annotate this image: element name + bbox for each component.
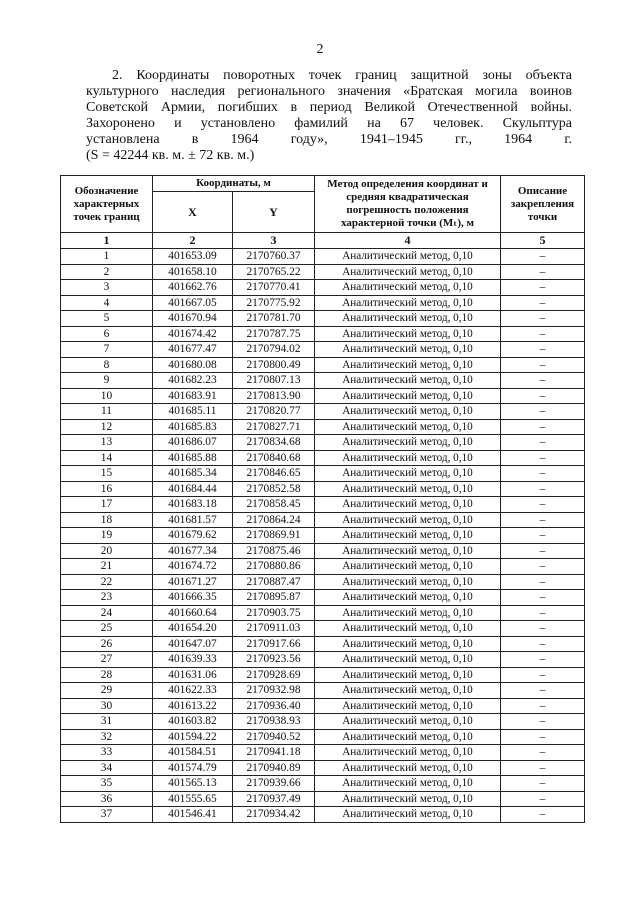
y-coordinate-cell: 2170852.58 <box>233 481 315 497</box>
point-number-cell: 37 <box>61 807 153 823</box>
method-cell: Аналитический метод, 0,10 <box>315 264 501 280</box>
y-coordinate-cell: 2170938.93 <box>233 714 315 730</box>
method-cell: Аналитический метод, 0,10 <box>315 621 501 637</box>
x-coordinate-cell: 401685.34 <box>153 466 233 482</box>
page-number: 2 <box>316 42 324 57</box>
x-coordinate-cell: 401546.41 <box>153 807 233 823</box>
column-number: 5 <box>501 233 585 249</box>
x-coordinate-cell: 401613.22 <box>153 698 233 714</box>
description-cell: – <box>501 342 585 358</box>
point-number-cell: 20 <box>61 543 153 559</box>
table-row <box>61 574 585 590</box>
description-cell: – <box>501 388 585 404</box>
y-coordinate-cell: 2170864.24 <box>233 512 315 528</box>
method-cell: Аналитический метод, 0,10 <box>315 729 501 745</box>
x-coordinate-cell: 401670.94 <box>153 311 233 327</box>
table-row <box>61 621 585 637</box>
y-coordinate-cell: 2170807.13 <box>233 373 315 389</box>
y-coordinate-cell: 2170939.66 <box>233 776 315 792</box>
x-coordinate-cell: 401674.42 <box>153 326 233 342</box>
y-coordinate-cell: 2170875.46 <box>233 543 315 559</box>
point-number-cell: 15 <box>61 466 153 482</box>
table-row <box>61 807 585 823</box>
method-cell: Аналитический метод, 0,10 <box>315 419 501 435</box>
x-coordinate-cell: 401631.06 <box>153 667 233 683</box>
y-coordinate-cell: 2170760.37 <box>233 249 315 265</box>
method-cell: Аналитический метод, 0,10 <box>315 450 501 466</box>
x-coordinate-cell: 401594.22 <box>153 729 233 745</box>
table-row <box>61 249 585 265</box>
method-cell: Аналитический метод, 0,10 <box>315 683 501 699</box>
header-point: Обозначение характерных точек границ <box>61 176 153 233</box>
x-coordinate-cell: 401662.76 <box>153 280 233 296</box>
y-coordinate-cell: 2170765.22 <box>233 264 315 280</box>
y-coordinate-cell: 2170820.77 <box>233 404 315 420</box>
description-cell: – <box>501 450 585 466</box>
table-row <box>61 497 585 513</box>
table-row <box>61 698 585 714</box>
table-row <box>61 652 585 668</box>
description-cell: – <box>501 404 585 420</box>
method-cell: Аналитический метод, 0,10 <box>315 667 501 683</box>
x-coordinate-cell: 401658.10 <box>153 264 233 280</box>
point-number-cell: 31 <box>61 714 153 730</box>
method-cell: Аналитический метод, 0,10 <box>315 357 501 373</box>
method-cell: Аналитический метод, 0,10 <box>315 373 501 389</box>
method-cell: Аналитический метод, 0,10 <box>315 326 501 342</box>
table-row <box>61 791 585 807</box>
y-coordinate-cell: 2170887.47 <box>233 574 315 590</box>
description-cell: – <box>501 683 585 699</box>
description-cell: – <box>501 745 585 761</box>
point-number-cell: 34 <box>61 760 153 776</box>
method-cell: Аналитический метод, 0,10 <box>315 807 501 823</box>
y-coordinate-cell: 2170941.18 <box>233 745 315 761</box>
x-coordinate-cell: 401681.57 <box>153 512 233 528</box>
description-cell: – <box>501 543 585 559</box>
y-coordinate-cell: 2170787.75 <box>233 326 315 342</box>
table-row <box>61 590 585 606</box>
description-cell: – <box>501 760 585 776</box>
intro-line: 2. Координаты поворотных точек границ защитной зоны объекта <box>112 68 572 83</box>
x-coordinate-cell: 401584.51 <box>153 745 233 761</box>
x-coordinate-cell: 401667.05 <box>153 295 233 311</box>
description-cell: – <box>501 280 585 296</box>
y-coordinate-cell: 2170932.98 <box>233 683 315 699</box>
y-coordinate-cell: 2170936.40 <box>233 698 315 714</box>
x-coordinate-cell: 401677.47 <box>153 342 233 358</box>
x-coordinate-cell: 401565.13 <box>153 776 233 792</box>
x-coordinate-cell: 401654.20 <box>153 621 233 637</box>
description-cell: – <box>501 807 585 823</box>
table-row <box>61 373 585 389</box>
y-coordinate-cell: 2170903.75 <box>233 605 315 621</box>
y-coordinate-cell: 2170775.92 <box>233 295 315 311</box>
method-cell: Аналитический метод, 0,10 <box>315 512 501 528</box>
method-cell: Аналитический метод, 0,10 <box>315 636 501 652</box>
intro-line: культурного наследия регионального значения «Братская могила воинов <box>86 84 572 99</box>
method-cell: Аналитический метод, 0,10 <box>315 280 501 296</box>
x-coordinate-cell: 401683.18 <box>153 497 233 513</box>
x-coordinate-cell: 401666.35 <box>153 590 233 606</box>
point-number-cell: 29 <box>61 683 153 699</box>
description-cell: – <box>501 621 585 637</box>
intro-paragraph <box>86 68 572 164</box>
method-cell: Аналитический метод, 0,10 <box>315 342 501 358</box>
point-number-cell: 33 <box>61 745 153 761</box>
method-cell: Аналитический метод, 0,10 <box>315 481 501 497</box>
point-number-cell: 27 <box>61 652 153 668</box>
description-cell: – <box>501 466 585 482</box>
y-coordinate-cell: 2170880.86 <box>233 559 315 575</box>
x-coordinate-cell: 401574.79 <box>153 760 233 776</box>
point-number-cell: 10 <box>61 388 153 404</box>
point-number-cell: 23 <box>61 590 153 606</box>
point-number-cell: 6 <box>61 326 153 342</box>
method-cell: Аналитический метод, 0,10 <box>315 574 501 590</box>
table-row <box>61 543 585 559</box>
table-row <box>61 776 585 792</box>
x-coordinate-cell: 401686.07 <box>153 435 233 451</box>
header-coordinates: Координаты, м <box>153 176 315 192</box>
description-cell: – <box>501 249 585 265</box>
x-coordinate-cell: 401622.33 <box>153 683 233 699</box>
description-cell: – <box>501 357 585 373</box>
table-row <box>61 388 585 404</box>
description-cell: – <box>501 791 585 807</box>
intro-line: Захоронено и установлено фамилий на 67 человек. Скульптура <box>86 116 572 131</box>
x-coordinate-cell: 401685.88 <box>153 450 233 466</box>
table-row <box>61 605 585 621</box>
table-row <box>61 559 585 575</box>
method-cell: Аналитический метод, 0,10 <box>315 249 501 265</box>
method-cell: Аналитический метод, 0,10 <box>315 543 501 559</box>
table-row <box>61 450 585 466</box>
description-cell: – <box>501 326 585 342</box>
description-cell: – <box>501 776 585 792</box>
table-row <box>61 745 585 761</box>
description-cell: – <box>501 264 585 280</box>
point-number-cell: 2 <box>61 264 153 280</box>
table-row <box>61 683 585 699</box>
method-cell: Аналитический метод, 0,10 <box>315 745 501 761</box>
table-body <box>61 249 585 823</box>
point-number-cell: 36 <box>61 791 153 807</box>
point-number-cell: 28 <box>61 667 153 683</box>
point-number-cell: 32 <box>61 729 153 745</box>
coordinates-table <box>60 175 585 823</box>
x-coordinate-cell: 401671.27 <box>153 574 233 590</box>
method-cell: Аналитический метод, 0,10 <box>315 760 501 776</box>
method-cell: Аналитический метод, 0,10 <box>315 559 501 575</box>
x-coordinate-cell: 401680.08 <box>153 357 233 373</box>
y-coordinate-cell: 2170800.49 <box>233 357 315 373</box>
table-row <box>61 760 585 776</box>
point-number-cell: 25 <box>61 621 153 637</box>
x-coordinate-cell: 401603.82 <box>153 714 233 730</box>
description-cell: – <box>501 419 585 435</box>
table-row <box>61 466 585 482</box>
description-cell: – <box>501 574 585 590</box>
intro-line: установлена в 1964 году», 1941–1945 гг., 1964 г. <box>86 132 572 147</box>
y-coordinate-cell: 2170911.03 <box>233 621 315 637</box>
description-cell: – <box>501 729 585 745</box>
x-coordinate-cell: 401660.64 <box>153 605 233 621</box>
intro-line: (S = 42244 кв. м. ± 72 кв. м.) <box>86 148 255 163</box>
y-coordinate-cell: 2170770.41 <box>233 280 315 296</box>
table-row <box>61 714 585 730</box>
table-row <box>61 311 585 327</box>
intro-line: Советской Армии, погибших в период Великой Отечественной войны. <box>86 100 572 115</box>
x-coordinate-cell: 401653.09 <box>153 249 233 265</box>
description-cell: – <box>501 698 585 714</box>
y-coordinate-cell: 2170917.66 <box>233 636 315 652</box>
description-cell: – <box>501 512 585 528</box>
point-number-cell: 26 <box>61 636 153 652</box>
point-number-cell: 12 <box>61 419 153 435</box>
table-row <box>61 481 585 497</box>
method-cell: Аналитический метод, 0,10 <box>315 295 501 311</box>
description-cell: – <box>501 497 585 513</box>
point-number-cell: 18 <box>61 512 153 528</box>
point-number-cell: 4 <box>61 295 153 311</box>
x-coordinate-cell: 401674.72 <box>153 559 233 575</box>
y-coordinate-cell: 2170827.71 <box>233 419 315 435</box>
description-cell: – <box>501 481 585 497</box>
method-cell: Аналитический метод, 0,10 <box>315 698 501 714</box>
table-row <box>61 636 585 652</box>
description-cell: – <box>501 667 585 683</box>
column-number: 3 <box>233 233 315 249</box>
point-number-cell: 1 <box>61 249 153 265</box>
point-number-cell: 17 <box>61 497 153 513</box>
point-number-cell: 21 <box>61 559 153 575</box>
method-cell: Аналитический метод, 0,10 <box>315 435 501 451</box>
table-row <box>61 326 585 342</box>
table-row <box>61 357 585 373</box>
point-number-cell: 8 <box>61 357 153 373</box>
column-number: 2 <box>153 233 233 249</box>
table-row <box>61 729 585 745</box>
point-number-cell: 24 <box>61 605 153 621</box>
point-number-cell: 3 <box>61 280 153 296</box>
method-cell: Аналитический метод, 0,10 <box>315 311 501 327</box>
table-row <box>61 342 585 358</box>
header-description: Описание закрепления точки <box>501 176 585 233</box>
y-coordinate-cell: 2170840.68 <box>233 450 315 466</box>
method-cell: Аналитический метод, 0,10 <box>315 605 501 621</box>
column-number: 1 <box>61 233 153 249</box>
x-coordinate-cell: 401685.11 <box>153 404 233 420</box>
column-number: 4 <box>315 233 501 249</box>
x-coordinate-cell: 401639.33 <box>153 652 233 668</box>
point-number-cell: 11 <box>61 404 153 420</box>
y-coordinate-cell: 2170923.56 <box>233 652 315 668</box>
table-row <box>61 280 585 296</box>
x-coordinate-cell: 401683.91 <box>153 388 233 404</box>
description-cell: – <box>501 559 585 575</box>
method-cell: Аналитический метод, 0,10 <box>315 776 501 792</box>
description-cell: – <box>501 636 585 652</box>
method-cell: Аналитический метод, 0,10 <box>315 652 501 668</box>
y-coordinate-cell: 2170937.49 <box>233 791 315 807</box>
description-cell: – <box>501 373 585 389</box>
table-row <box>61 528 585 544</box>
x-coordinate-cell: 401682.23 <box>153 373 233 389</box>
point-number-cell: 5 <box>61 311 153 327</box>
table-row <box>61 419 585 435</box>
method-cell: Аналитический метод, 0,10 <box>315 466 501 482</box>
y-coordinate-cell: 2170834.68 <box>233 435 315 451</box>
x-coordinate-cell: 401679.62 <box>153 528 233 544</box>
description-cell: – <box>501 311 585 327</box>
point-number-cell: 22 <box>61 574 153 590</box>
point-number-cell: 9 <box>61 373 153 389</box>
table-row <box>61 404 585 420</box>
x-coordinate-cell: 401677.34 <box>153 543 233 559</box>
header-method: Метод определения координат и средняя квадратическая погрешность положения характерной точки (Mₜ), м <box>315 176 501 233</box>
description-cell: – <box>501 295 585 311</box>
table-row <box>61 264 585 280</box>
y-coordinate-cell: 2170940.52 <box>233 729 315 745</box>
method-cell: Аналитический метод, 0,10 <box>315 714 501 730</box>
table-row <box>61 512 585 528</box>
description-cell: – <box>501 435 585 451</box>
y-coordinate-cell: 2170813.90 <box>233 388 315 404</box>
y-coordinate-cell: 2170781.70 <box>233 311 315 327</box>
point-number-cell: 13 <box>61 435 153 451</box>
x-coordinate-cell: 401685.83 <box>153 419 233 435</box>
method-cell: Аналитический метод, 0,10 <box>315 791 501 807</box>
description-cell: – <box>501 652 585 668</box>
header-y: Y <box>233 192 315 233</box>
x-coordinate-cell: 401647.07 <box>153 636 233 652</box>
method-cell: Аналитический метод, 0,10 <box>315 388 501 404</box>
y-coordinate-cell: 2170794.02 <box>233 342 315 358</box>
y-coordinate-cell: 2170934.42 <box>233 807 315 823</box>
description-cell: – <box>501 528 585 544</box>
y-coordinate-cell: 2170928.69 <box>233 667 315 683</box>
point-number-cell: 16 <box>61 481 153 497</box>
point-number-cell: 19 <box>61 528 153 544</box>
table-row <box>61 435 585 451</box>
point-number-cell: 7 <box>61 342 153 358</box>
method-cell: Аналитический метод, 0,10 <box>315 590 501 606</box>
y-coordinate-cell: 2170940.89 <box>233 760 315 776</box>
method-cell: Аналитический метод, 0,10 <box>315 528 501 544</box>
description-cell: – <box>501 590 585 606</box>
y-coordinate-cell: 2170895.87 <box>233 590 315 606</box>
point-number-cell: 35 <box>61 776 153 792</box>
y-coordinate-cell: 2170858.45 <box>233 497 315 513</box>
description-cell: – <box>501 714 585 730</box>
method-cell: Аналитический метод, 0,10 <box>315 497 501 513</box>
point-number-cell: 14 <box>61 450 153 466</box>
x-coordinate-cell: 401555.65 <box>153 791 233 807</box>
table-row <box>61 295 585 311</box>
point-number-cell: 30 <box>61 698 153 714</box>
x-coordinate-cell: 401684.44 <box>153 481 233 497</box>
description-cell: – <box>501 605 585 621</box>
header-x: X <box>153 192 233 233</box>
y-coordinate-cell: 2170846.65 <box>233 466 315 482</box>
table-row <box>61 667 585 683</box>
method-cell: Аналитический метод, 0,10 <box>315 404 501 420</box>
y-coordinate-cell: 2170869.91 <box>233 528 315 544</box>
